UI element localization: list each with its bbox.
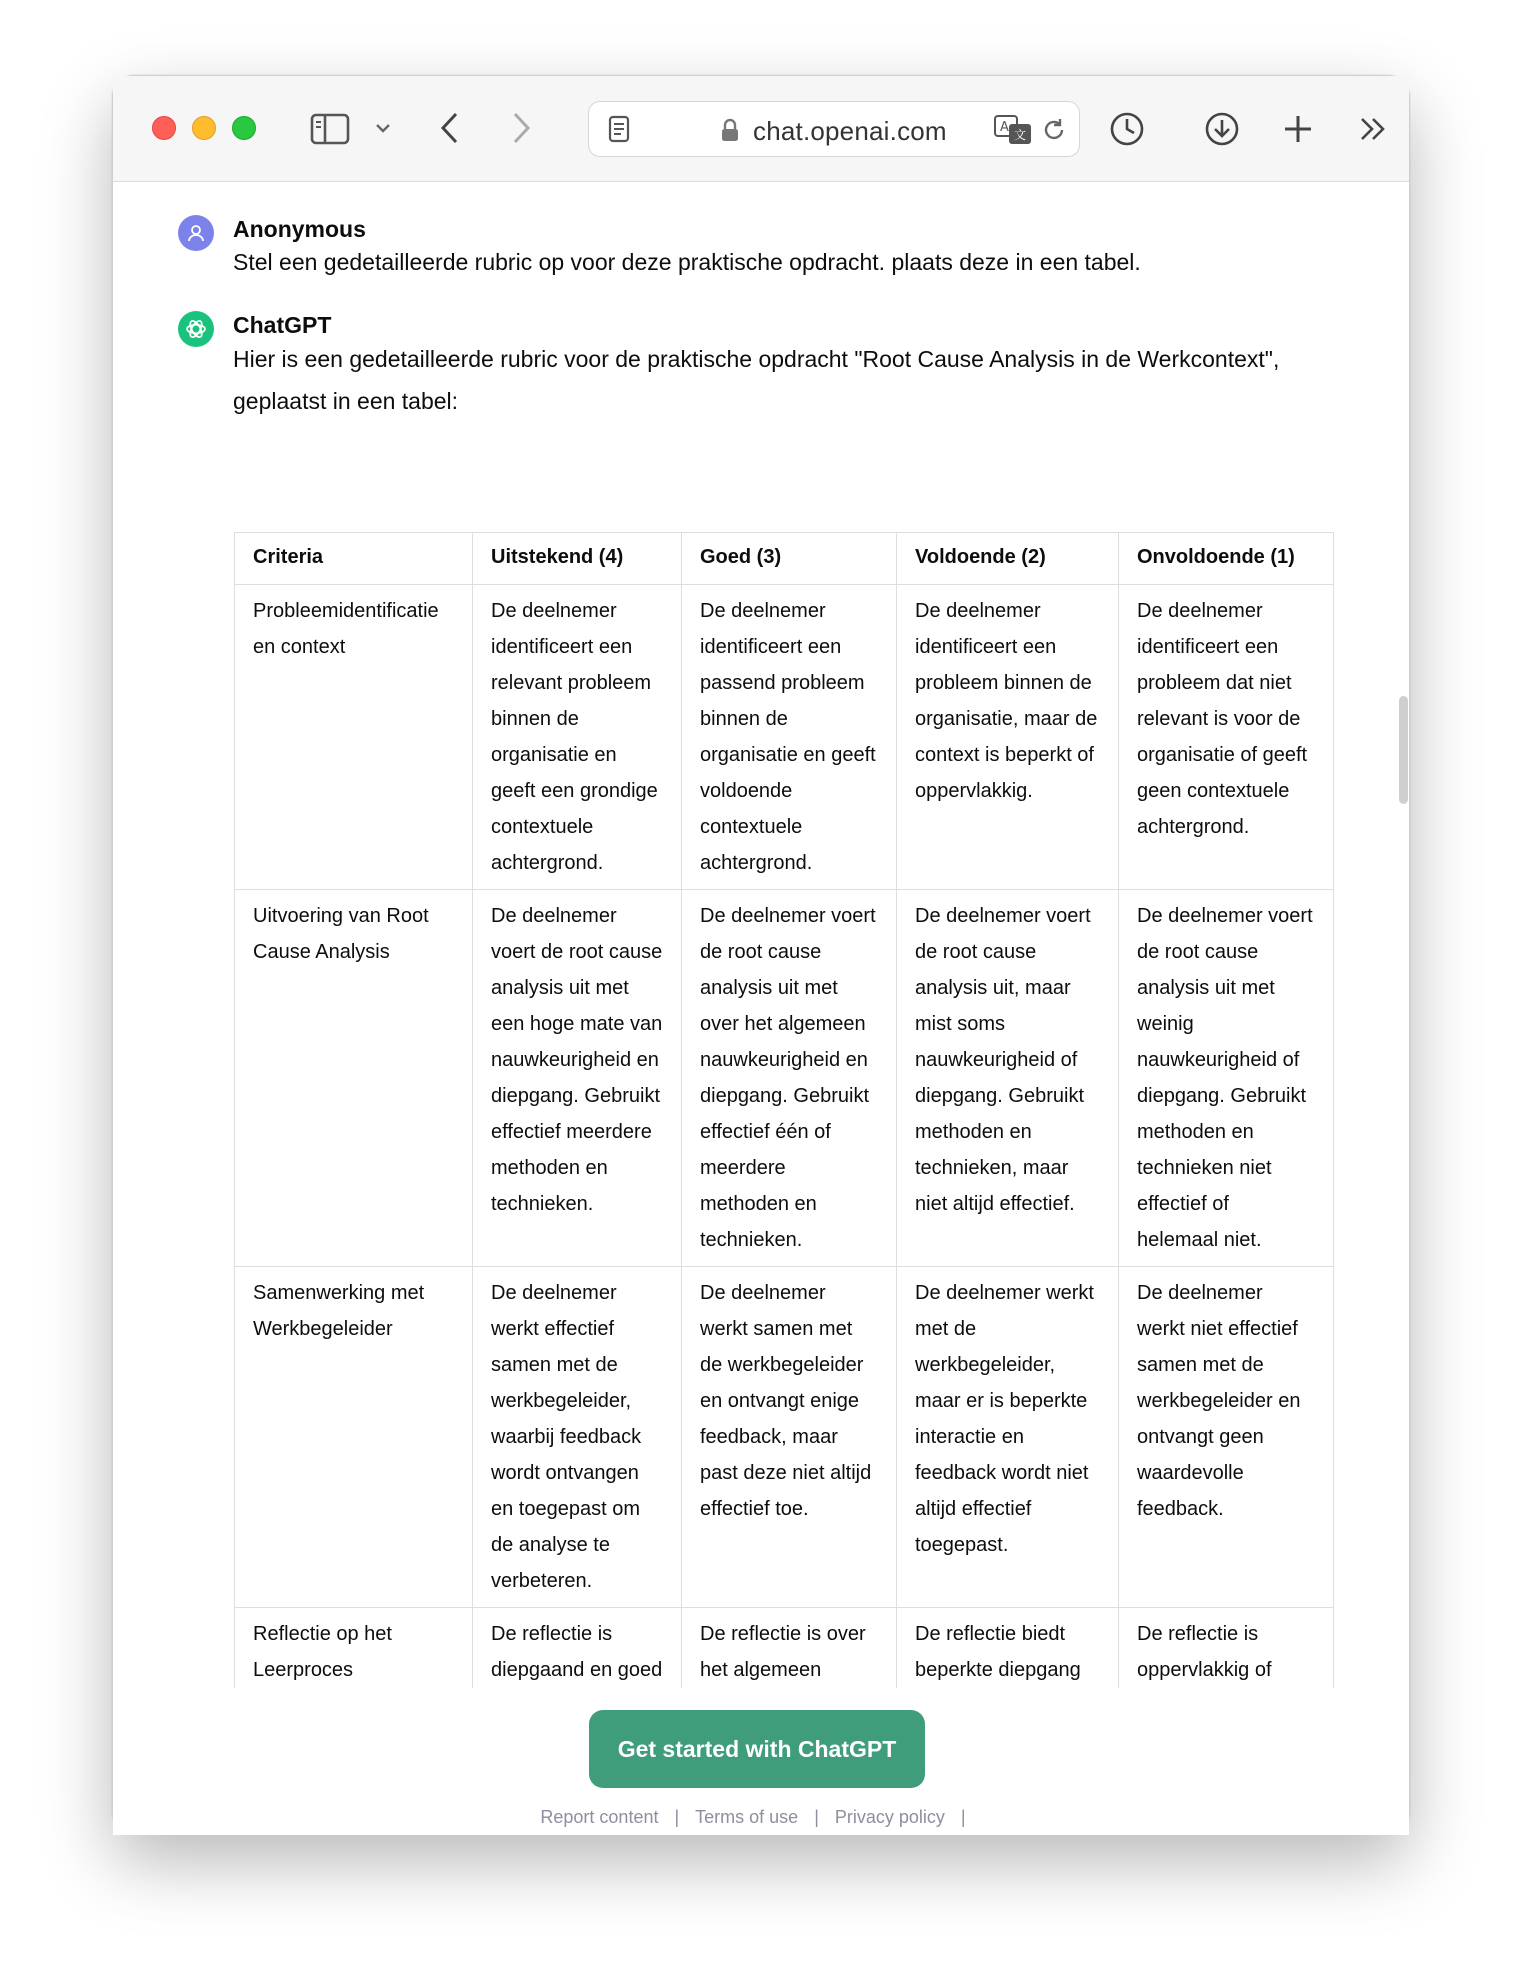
more-tabs-icon[interactable] bbox=[1353, 109, 1393, 149]
privacy-policy-link[interactable]: Privacy policy bbox=[834, 1807, 945, 1827]
minimize-window-button[interactable] bbox=[192, 116, 216, 140]
chat-content bbox=[113, 183, 1409, 1683]
lock-icon bbox=[718, 116, 742, 144]
table-cell: De reflectie is diepgaand en goed bbox=[473, 1608, 682, 1733]
browser-toolbar bbox=[113, 76, 1409, 182]
svg-text:文: 文 bbox=[1014, 128, 1027, 142]
table-row bbox=[235, 890, 1334, 1267]
table-cell: De deelnemer werkt effectief samen met de werkbegeleider, waarbij feedback wordt ontvangen en toegepast om de analyse te verbeteren. bbox=[473, 1267, 682, 1608]
forward-icon[interactable] bbox=[504, 108, 538, 148]
zoom-window-button[interactable] bbox=[232, 116, 256, 140]
table-cell: De deelnemer voert de root cause analysis uit, maar mist soms nauwkeurigheid of diepgang. Gebruikt methoden en technieken, maar niet altijd effectief. bbox=[897, 890, 1119, 1267]
table-cell: De deelnemer voert de root cause analysis uit met een hoge mate van nauwkeurigheid en diepgang. Gebruikt effectief meerdere methoden en technieken. bbox=[473, 890, 682, 1267]
chevron-down-icon[interactable] bbox=[371, 116, 395, 140]
link-separator: | bbox=[960, 1807, 966, 1827]
header-goed: Goed (3) bbox=[682, 533, 897, 585]
user-name: Anonymous bbox=[233, 216, 366, 242]
header-onvoldoende: Onvoldoende (1) bbox=[1119, 533, 1334, 585]
table-cell: De reflectie is over het algemeen bbox=[682, 1608, 897, 1733]
url-text: chat.openai.com bbox=[753, 116, 947, 146]
chatgpt-message: Hier is een gedetailleerde rubric voor de praktische opdracht "Root Cause Analysis in de Werkcontext", geplaatst in een tabel: bbox=[233, 346, 1280, 414]
reload-icon[interactable] bbox=[1039, 115, 1069, 145]
table-cell: De deelnemer identificeert een probleem binnen de organisatie, maar de context is beperkt of oppervlakkig. bbox=[897, 585, 1119, 890]
terms-of-use-link[interactable]: Terms of use bbox=[695, 1807, 799, 1827]
table-cell: De deelnemer werkt met de werkbegeleider, maar er is beperkte interactie en feedback wordt niet altijd effectief toegepast. bbox=[897, 1267, 1119, 1608]
table-cell: De deelnemer voert de root cause analysis uit met over het algemeen nauwkeurigheid en diepgang. Gebruikt effectief één of meerdere methoden en technieken. bbox=[682, 890, 897, 1267]
table-cell: De deelnemer werkt niet effectief samen met de werkbegeleider en ontvangt geen waardevolle feedback. bbox=[1119, 1267, 1334, 1608]
table-header-row bbox=[235, 533, 1334, 585]
rubric-table bbox=[234, 532, 1334, 1733]
table-cell: De deelnemer identificeert een relevant probleem binnen de organisatie en geeft een grondige contextuele achtergrond. bbox=[473, 585, 682, 890]
new-tab-icon[interactable] bbox=[1278, 109, 1318, 149]
page-icon[interactable] bbox=[604, 114, 634, 144]
table-cell: De deelnemer voert de root cause analysis uit met weinig nauwkeurigheid of diepgang. Gebruikt methoden en technieken niet effectief of helemaal niet. bbox=[1119, 890, 1334, 1267]
table-cell: De deelnemer identificeert een probleem dat niet relevant is voor de organisatie of geeft geen contextuele achtergrond. bbox=[1119, 585, 1334, 890]
back-icon[interactable] bbox=[433, 108, 467, 148]
svg-text:A: A bbox=[1000, 120, 1009, 135]
history-icon[interactable] bbox=[1107, 109, 1147, 149]
table-row bbox=[235, 1267, 1334, 1608]
user-avatar bbox=[178, 215, 214, 251]
address-bar[interactable] bbox=[588, 101, 1080, 157]
table-cell: Probleemidentificatie en context bbox=[235, 585, 473, 890]
table-cell: De deelnemer werkt samen met de werkbegeleider en ontvangt enige feedback, maar past deze niet altijd effectief toe. bbox=[682, 1267, 897, 1608]
table-cell: Reflectie op het Leerproces bbox=[235, 1608, 473, 1733]
table-cell: Uitvoering van Root Cause Analysis bbox=[235, 890, 473, 1267]
report-content-link[interactable]: Report content bbox=[540, 1807, 659, 1827]
chatgpt-name: ChatGPT bbox=[233, 312, 332, 338]
sidebar-icon[interactable] bbox=[308, 109, 352, 149]
table-cell: De reflectie biedt beperkte diepgang bbox=[897, 1608, 1119, 1733]
table-cell: De reflectie is oppervlakkig of bbox=[1119, 1608, 1334, 1733]
close-window-button[interactable] bbox=[152, 116, 176, 140]
chatgpt-avatar bbox=[178, 311, 214, 347]
page-scrollbar[interactable] bbox=[1399, 696, 1408, 804]
footer-links bbox=[113, 1807, 1409, 1828]
link-separator: | bbox=[674, 1807, 680, 1827]
table-cell: De deelnemer identificeert een passend probleem binnen de organisatie en geeft voldoende contextuele achtergrond. bbox=[682, 585, 897, 890]
link-separator: | bbox=[814, 1807, 819, 1827]
header-voldoende: Voldoende (2) bbox=[897, 533, 1119, 585]
translate-icon[interactable] bbox=[993, 114, 1033, 146]
get-started-button[interactable]: Get started with ChatGPT bbox=[589, 1710, 925, 1788]
header-criteria: Criteria bbox=[235, 533, 473, 585]
browser-window bbox=[112, 75, 1410, 1834]
openai-logo-icon bbox=[184, 317, 208, 341]
user-message: Stel een gedetailleerde rubric op voor deze praktische opdracht. plaats deze in een tabel. bbox=[233, 249, 1141, 275]
header-uitstekend: Uitstekend (4) bbox=[473, 533, 682, 585]
table-row bbox=[235, 585, 1334, 890]
user-icon bbox=[186, 223, 206, 243]
download-icon[interactable] bbox=[1202, 109, 1242, 149]
table-cell: Samenwerking met Werkbegeleider bbox=[235, 1267, 473, 1608]
rubric-table-container bbox=[234, 532, 1333, 1782]
